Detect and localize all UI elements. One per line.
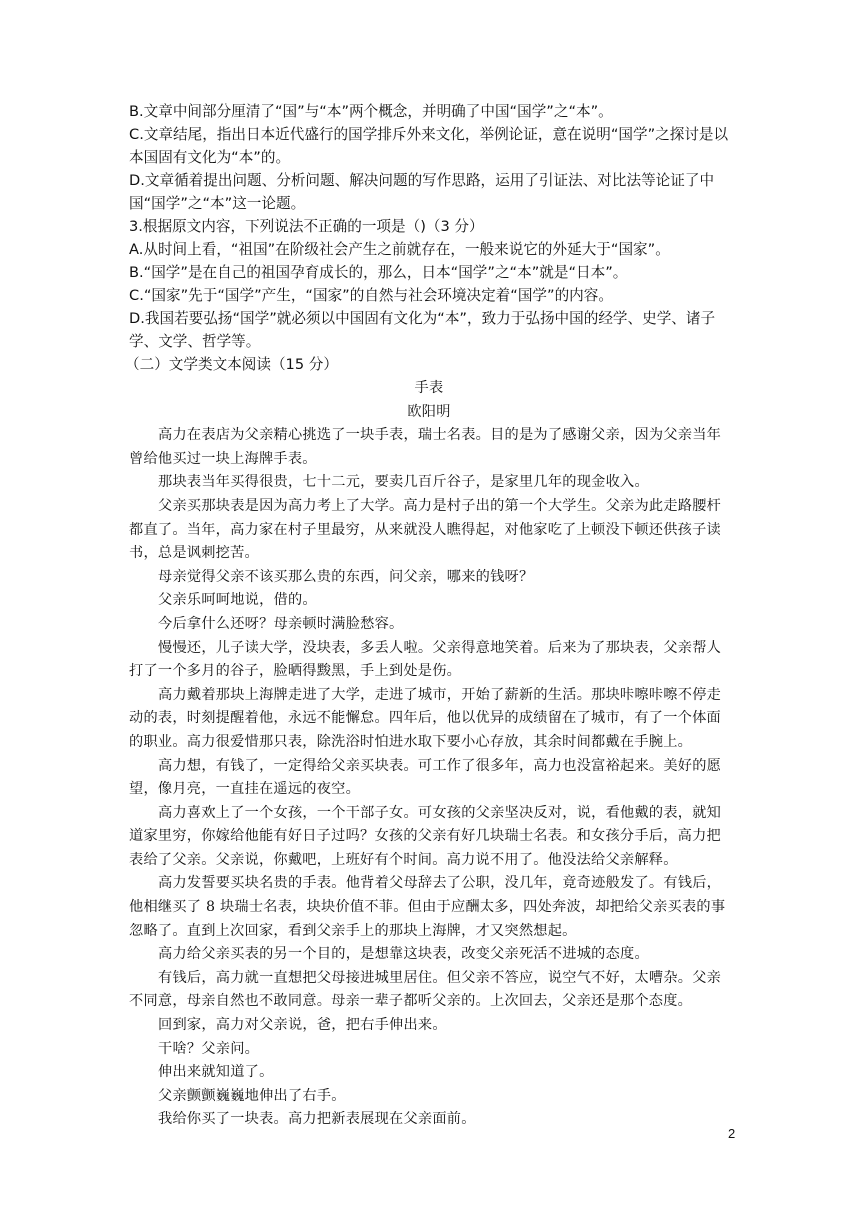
question-2-options (129, 100, 729, 215)
story-paragraph: 父亲颤颤巍巍地伸出了右手。 (158, 1087, 346, 1104)
story-paragraph: 父亲乐呵呵地说，借的。 (158, 592, 317, 609)
option-d: D.我国若要弘扬“国学”就必须以中国固有文化为“本”，致力于弘扬中国的经学、史学、诸子学、文学、哲学等。 (129, 310, 716, 350)
section-heading: （二）文学类文本阅读（15 分） (125, 356, 338, 373)
story-title: 手表 (414, 380, 444, 396)
story-paragraph: 高力给父亲买表的另一个目的，是想靠这块表，改变父亲死活不进城的态度。 (158, 946, 649, 963)
story-paragraph: 伸出来就知道了。 (158, 1064, 274, 1081)
story-paragraph: 高力在表店为父亲精心挑选了一块手表，瑞士名表。目的是为了感谢父亲，因为父亲当年曾给他买过一块上海牌手表。 (129, 427, 722, 467)
story-paragraph: 慢慢还，儿子读大学，没块表，多丢人啦。父亲得意地笑着。后来为了那块表，父亲帮人打了一个多月的谷子，脸晒得黢黑，手上到处是伤。 (129, 639, 722, 680)
question-3 (129, 215, 729, 353)
story-paragraph: 高力发誓要买块名贵的手表。他背着父母辞去了公职，没几年，竟奇迹般发了。有钱后，他相继买了 8 块瑞士名表，块块价值不菲。但由于应酬太多，四处奔波，却把给父亲买表的事忽略了。直到上次回家，看到父亲手上的那块上海牌，才又突然想起。 (129, 875, 726, 939)
story-paragraph: 回到家，高力对父亲说，爸，把右手伸出来。 (158, 1017, 447, 1034)
story-paragraph: 有钱后，高力就一直想把父母接进城里居住。但父亲不答应，说空气不好，太嘈杂。父亲不同意，母亲自然也不敢同意。母亲一辈子都听父亲的。上次回去，父亲还是那个态度。 (129, 969, 722, 1010)
option-b: B.“国学”是在自己的祖国孕育成长的，那么，日本“国学”之“本”就是“日本”。 (129, 264, 628, 281)
page-number: 2 (728, 1126, 736, 1141)
option-c: C.“国家”先于“国学”产生，“国家”的自然与社会环境决定着“国学”的内容。 (129, 287, 613, 304)
story-paragraph: 父亲买那块表是因为高力考上了大学。高力是村子出的第一个大学生。父亲为此走路腰杆都直了。当年，高力家在村子里最穷，从来就没人瞧得起，对他家吃了上顿没下顿还供孩子读书，总是讽刺挖苦。 (129, 497, 722, 562)
story-paragraph: 今后拿什么还呀？母亲顿时满脸愁容。 (158, 615, 404, 632)
story-paragraph: 我给你买了一块表。高力把新表展现在父亲面前。 (158, 1111, 476, 1128)
option-b: B.文章中间部分厘清了“国”与“本”两个概念，并明确了中国“国学”之“本”。 (129, 103, 613, 120)
story-paragraph: 高力喜欢上了一个女孩，一个干部子女。可女孩的父亲坚决反对，说，看他戴的表，就知道家里穷，你嫁给他能有好日子过吗？女孩的父亲有好几块瑞士名表。和女孩分手后，高力把表给了父亲。父亲说，你戴吧，上班好有个时间。高力说不用了。他没法给父亲解释。 (129, 804, 722, 868)
question-3-stem: 3.根据原文内容，下列说法不正确的一项是（)（3 分） (129, 218, 484, 235)
story-author: 欧阳明 (407, 403, 451, 420)
option-a: A.从时间上看，“祖国”在阶级社会产生之前就存在，一般来说它的外延大于“国家”。 (129, 241, 670, 258)
story-paragraph: 那块表当年买得很贵，七十二元，要卖几百斤谷子，是家里几年的现金收入。 (158, 474, 649, 491)
story-paragraph: 母亲觉得父亲不该买那么贵的东西，问父亲，哪来的钱呀？ (158, 568, 534, 585)
story-paragraph: 干啥？父亲问。 (158, 1040, 260, 1057)
page-content (125, 100, 729, 1132)
option-d: D.文章循着提出问题、分析问题、解决问题的写作思路，运用了引证法、对比法等论证了中国“国学”之“本”这一论题。 (129, 172, 715, 212)
option-c: C.文章结尾，指出日本近代盛行的国学排斥外来文化，举例论证，意在说明“国学”之探讨是以本国固有文化为“本”的。 (129, 126, 729, 166)
story-paragraph: 高力想，有钱了，一定得给父亲买块表。可工作了很多年，高力也没富裕起来。美好的愿望，像月亮，一直挂在遥远的夜空。 (129, 757, 722, 798)
story-paragraph: 高力戴着那块上海牌走进了大学，走进了城市，开始了薪新的生活。那块咔嚓咔嚓不停走动的表，时刻提醒着他，永远不能懈怠。四年后，他以优异的成绩留在了城市，有了一个体面的职业。高力很爱惜那只表，除洗浴时怕进水取下要小心存放，其余时间都戴在手腕上。 (129, 686, 722, 750)
story (129, 377, 729, 1132)
